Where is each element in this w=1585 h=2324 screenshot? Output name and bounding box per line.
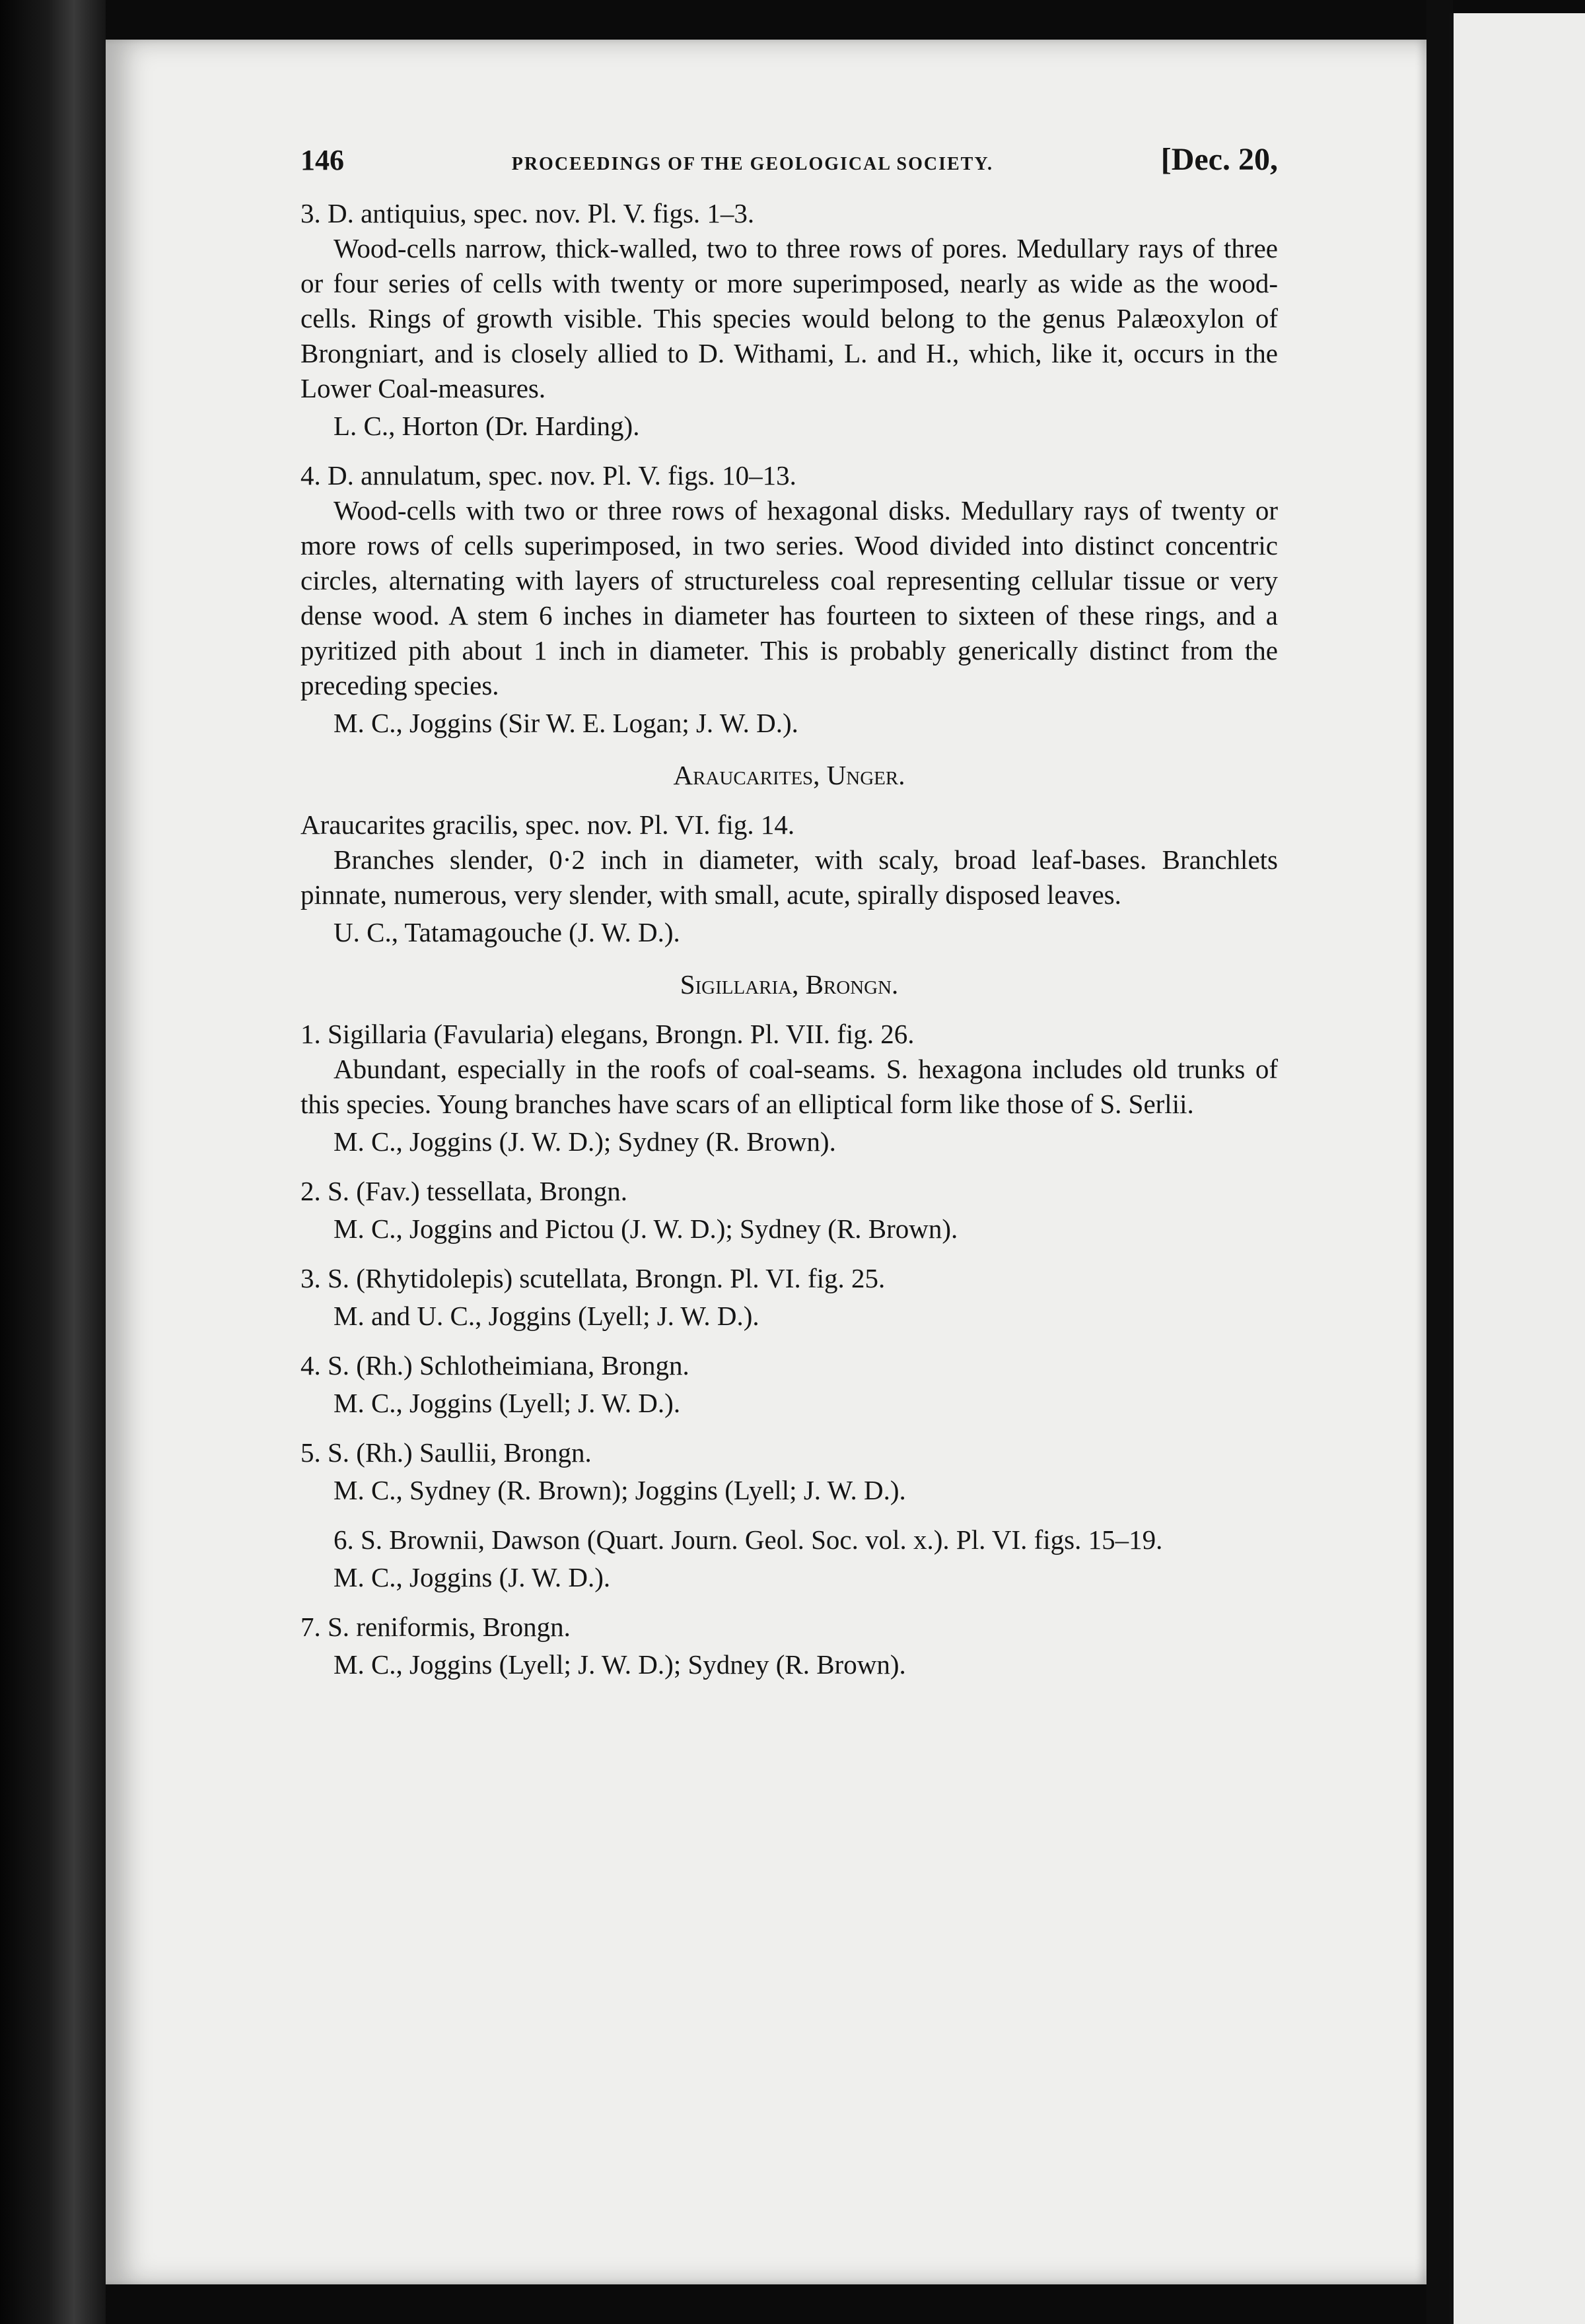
locality-line: M. C., Joggins (Lyell; J. W. D.); Sydney (R. Brown). <box>334 1649 906 1680</box>
running-title: PROCEEDINGS OF THE GEOLOGICAL SOCIETY. <box>511 154 993 174</box>
species-heading: 2. S. (Fav.) tessellata, Brongn. <box>300 1176 627 1206</box>
facing-page-edge <box>1450 13 1585 2324</box>
book-spine-shadow <box>0 0 106 2324</box>
species-heading: 4. D. annulatum, spec. nov. Pl. V. figs. 10–13. <box>300 460 796 491</box>
species-heading: 6. S. Brownii, Dawson (Quart. Journ. Geol. Soc. vol. x.). Pl. VI. figs. 15–19. <box>334 1524 1163 1555</box>
page-text <box>300 142 1278 1682</box>
description-paragraph: Wood-cells with two or three rows of hexagonal disks. Medullary rays of twenty or more rows of cells superimposed, in two series. Wood divided into distinct concentric circles, alternating with layers of structureless coal representing cellular tissue or very dense wood. A stem 6 inches in diameter has fourteen to sixteen of these rings, and a pyritized pith about 1 inch in diameter. This is probably generically distinct from the preceding species. <box>300 495 1278 701</box>
locality-line: M. C., Joggins and Pictou (J. W. D.); Sydney (R. Brown). <box>334 1213 958 1244</box>
locality-line: M. C., Joggins (Sir W. E. Logan; J. W. D.). <box>334 708 798 738</box>
species-heading: Araucarites gracilis, spec. nov. Pl. VI. fig. 14. <box>300 809 795 840</box>
description-paragraph: Branches slender, 0·2 inch in diameter, with scaly, broad leaf-bases. Branchlets pinnate, numerous, very slender, with small, acute, spirally disposed leaves. <box>300 844 1278 910</box>
genus-heading: Sigillaria, Brongn. <box>680 969 899 1000</box>
locality-line: M. C., Joggins (J. W. D.). <box>334 1562 611 1592</box>
species-heading: 3. D. antiquius, spec. nov. Pl. V. figs. 1–3. <box>300 198 755 228</box>
header-date: [Dec. 20, <box>1160 142 1278 177</box>
species-heading: 7. S. reniformis, Brongn. <box>300 1612 571 1642</box>
description-paragraph: Abundant, especially in the roofs of coal-seams. S. hexagona includes old trunks of this species. Young branches have scars of an elliptical form like those of S. Serlii. <box>300 1054 1278 1119</box>
page-number: 146 <box>300 144 344 176</box>
locality-line: U. C., Tatamagouche (J. W. D.). <box>334 917 680 947</box>
locality-line: L. C., Horton (Dr. Harding). <box>334 411 640 441</box>
species-heading: 5. S. (Rh.) Saullii, Brongn. <box>300 1437 592 1468</box>
running-header <box>300 142 1278 182</box>
locality-line: M. C., Joggins (J. W. D.); Sydney (R. Brown). <box>334 1126 836 1157</box>
locality-line: M. C., Joggins (Lyell; J. W. D.). <box>334 1388 681 1418</box>
gutter-shadow <box>1426 0 1453 2324</box>
species-heading: 1. Sigillaria (Favularia) elegans, Brongn. Pl. VII. fig. 26. <box>300 1019 915 1049</box>
species-heading: 3. S. (Rhytidolepis) scutellata, Brongn. Pl. VI. fig. 25. <box>300 1263 886 1293</box>
species-heading: 4. S. (Rh.) Schlotheimiana, Brongn. <box>300 1350 689 1381</box>
locality-line: M. and U. C., Joggins (Lyell; J. W. D.). <box>334 1301 759 1331</box>
description-paragraph: Wood-cells narrow, thick-walled, two to three rows of pores. Medullary rays of three or four series of cells with twenty or more superimposed, nearly as wide as the wood-cells. Rings of growth visible. This species would belong to the genus Palæoxylon of Brongniart, and is closely allied to D. Withami, L. and H., which, like it, occurs in the Lower Coal-measures. <box>300 233 1278 403</box>
locality-line: M. C., Sydney (R. Brown); Joggins (Lyell; J. W. D.). <box>334 1475 906 1505</box>
genus-heading: Araucarites, Unger. <box>673 760 905 790</box>
